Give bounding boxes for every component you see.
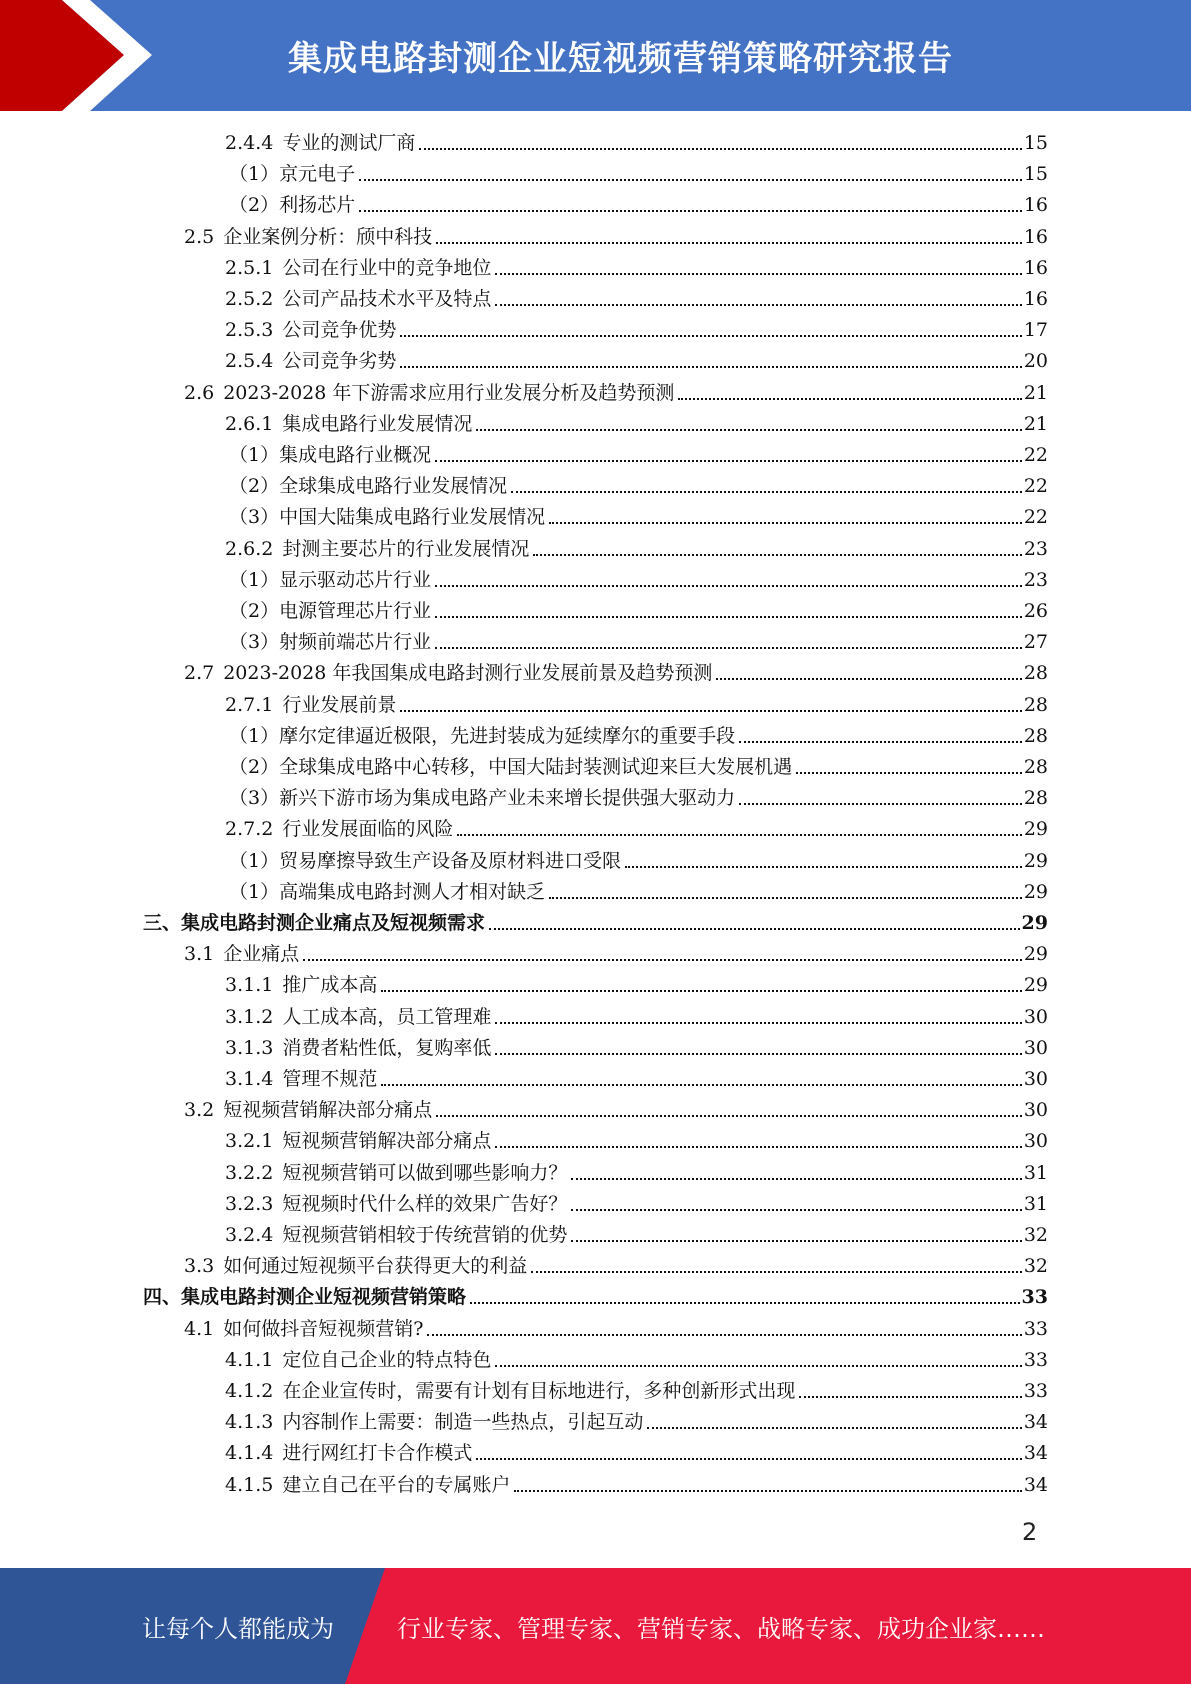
toc-entry-label: 内容制作上需要：制造一些热点，引起互动 <box>282 1411 644 1434</box>
toc-leader-dots <box>419 148 1021 150</box>
toc-entry-number: （3） <box>229 506 280 529</box>
toc-entry-number: （2） <box>229 475 280 498</box>
toc-entry-page: 26 <box>1023 600 1048 622</box>
toc-entry-page: 29 <box>1021 912 1048 934</box>
toc-entry[interactable] <box>225 283 1048 311</box>
toc-entry-number: 2.4.4 <box>225 132 274 154</box>
toc-entry-title <box>229 849 621 873</box>
toc-entry-number: （1） <box>229 444 280 466</box>
toc-entry-number: （1） <box>229 163 280 186</box>
toc-leader-dots <box>303 959 1022 961</box>
toc-entry-page: 23 <box>1023 537 1048 560</box>
toc-entry-title <box>143 911 485 935</box>
toc-leader-dots <box>457 834 1021 836</box>
toc-entry-page: 34 <box>1023 1442 1048 1465</box>
toc-entry[interactable] <box>225 1406 1048 1434</box>
toc-leader-dots <box>495 304 1021 306</box>
toc-entry-label: 公司产品技术水平及特点 <box>282 288 492 310</box>
toc-entry-label: 企业痛点 <box>223 943 300 966</box>
toc-entry[interactable] <box>184 1250 1048 1278</box>
toc-leader-dots <box>678 398 1021 400</box>
toc-entry[interactable] <box>225 1188 1048 1216</box>
toc-entry-number: 2.5.1 <box>225 256 274 279</box>
toc-leader-dots <box>571 1178 1021 1180</box>
toc-entry-number: 3.3 <box>184 1255 215 1278</box>
toc-entry-title <box>184 1098 432 1122</box>
toc-entry[interactable] <box>229 751 1048 779</box>
footer-slogan-left: 让每个人都能成为 <box>142 1614 334 1643</box>
toc-entry-page: 15 <box>1023 163 1048 186</box>
toc-entry-page: 30 <box>1023 1068 1048 1090</box>
toc-leader-dots <box>533 554 1021 556</box>
toc-leader-dots <box>436 242 1022 244</box>
toc-entry-label: 定位自己企业的特点特色 <box>282 1348 492 1371</box>
toc-entry-page: 30 <box>1023 1005 1048 1028</box>
toc-entry-page: 22 <box>1023 475 1048 498</box>
toc-entry[interactable] <box>229 720 1048 748</box>
toc-entry-page: 29 <box>1023 943 1048 966</box>
toc-entry[interactable] <box>184 657 1048 685</box>
toc-entry-page: 33 <box>1023 1380 1048 1402</box>
toc-entry-page: 29 <box>1023 974 1048 997</box>
toc-leader-dots <box>435 460 1022 462</box>
toc-entry-page: 16 <box>1023 194 1048 217</box>
toc-entry-page: 15 <box>1023 132 1048 154</box>
toc-entry-title <box>225 349 396 373</box>
toc-entry-number: （2） <box>229 600 280 622</box>
toc-entry-label: 消费者粘性低，复购率低 <box>282 1036 492 1059</box>
toc-leader-dots <box>495 1146 1021 1148</box>
toc-entry-number: 4.1.3 <box>225 1411 274 1434</box>
toc-entry-page: 31 <box>1023 1192 1048 1215</box>
toc-entry[interactable] <box>143 1281 1048 1309</box>
toc-entry-label: 京元电子 <box>279 163 356 186</box>
toc-entry-label: 三、集成电路封测企业痛点及短视频需求 <box>143 912 486 934</box>
toc-leader-dots <box>489 928 1020 930</box>
toc-leader-dots <box>435 647 1022 649</box>
toc-entry-page: 29 <box>1023 818 1048 841</box>
toc-entry-label: 封测主要芯片的行业发展情况 <box>282 537 530 560</box>
toc-entry-label: 利扬芯片 <box>279 194 356 217</box>
toc-leader-dots <box>514 1490 1021 1492</box>
page-header <box>0 0 1191 111</box>
toc-entry-number: 4.1.4 <box>225 1442 274 1465</box>
toc-leader-dots <box>799 1396 1021 1398</box>
toc-entry-label: 短视频营销解决部分痛点 <box>282 1130 492 1153</box>
toc-leader-dots <box>495 1365 1021 1367</box>
toc-entry-page: 28 <box>1023 756 1048 778</box>
toc-entry[interactable] <box>225 1125 1048 1153</box>
toc-entry-number: （1） <box>229 880 280 903</box>
toc-leader-dots <box>359 179 1022 181</box>
toc-leader-dots <box>647 1427 1021 1429</box>
toc-leader-dots <box>531 1271 1022 1273</box>
toc-leader-dots <box>739 803 1022 805</box>
toc-entry-title <box>225 1036 491 1060</box>
toc-entry-label: 公司竞争优势 <box>282 319 397 342</box>
toc-entry[interactable] <box>229 470 1048 498</box>
toc-entry[interactable] <box>225 1032 1048 1060</box>
toc-entry-page: 34 <box>1023 1411 1048 1434</box>
footer-slogan-right: 行业专家、管理专家、营销专家、战略专家、成功企业家…… <box>397 1614 1045 1643</box>
toc-entry-number: （2） <box>229 756 280 778</box>
toc-entry-page: 31 <box>1023 1161 1048 1184</box>
toc-entry-page: 21 <box>1023 381 1048 404</box>
toc-entry[interactable] <box>225 252 1048 280</box>
toc-entry-title <box>229 505 545 529</box>
toc-entry[interactable] <box>225 345 1048 373</box>
toc-entry[interactable] <box>225 969 1048 997</box>
toc-entry[interactable] <box>225 1469 1048 1497</box>
toc-entry-title <box>229 724 735 748</box>
toc-entry[interactable] <box>225 813 1048 841</box>
toc-entry[interactable] <box>225 1063 1048 1091</box>
toc-entry-label: 管理不规范 <box>282 1068 378 1090</box>
toc-entry-title <box>225 1379 795 1403</box>
toc-entry-page: 27 <box>1023 631 1048 654</box>
toc-entry-label: 全球集成电路中心转移，中国大陆封装测试迎来巨大发展机遇 <box>279 756 793 778</box>
toc-entry-title <box>225 1192 567 1216</box>
toc-leader-dots <box>625 866 1022 868</box>
toc-entry-title <box>184 661 712 685</box>
toc-entry-number: 3.2.2 <box>225 1161 274 1184</box>
toc-entry-title <box>225 1129 491 1153</box>
toc-entry-title <box>225 817 453 841</box>
toc-entry-title <box>225 256 491 280</box>
toc-entry-title <box>229 755 792 779</box>
toc-entry-label: 在企业宣传时，需要有计划有目标地进行，多种创新形式出现 <box>282 1380 796 1402</box>
toc-entry-title <box>229 630 431 654</box>
toc-entry[interactable] <box>143 907 1048 935</box>
toc-entry-label: 中国大陆集成电路行业发展情况 <box>279 506 546 529</box>
toc-entry-number: 2.7.1 <box>225 693 274 716</box>
toc-entry-number: 2.5.3 <box>225 319 274 342</box>
toc-entry-label: 2023-2028 年下游需求应用行业发展分析及趋势预测 <box>223 381 675 404</box>
toc-leader-dots <box>476 1458 1021 1460</box>
toc-entry-page: 34 <box>1023 1473 1048 1496</box>
toc-entry[interactable] <box>229 782 1048 810</box>
page-number: 2 <box>1022 1518 1038 1546</box>
toc-entry-page: 28 <box>1023 662 1048 685</box>
toc-entry-number: 4.1.1 <box>225 1348 274 1371</box>
toc-entry-number: 2.6 <box>184 381 215 404</box>
toc-entry-label: 显示驱动芯片行业 <box>279 568 432 591</box>
toc-entry-number: 2.7 <box>184 662 215 685</box>
toc-entry-title <box>229 474 507 498</box>
toc-entry-label: 短视频营销解决部分痛点 <box>223 1099 433 1122</box>
toc-entry-title <box>225 973 377 997</box>
toc-entry[interactable] <box>229 845 1048 873</box>
toc-entry-label: 人工成本高，员工管理难 <box>282 1005 492 1028</box>
toc-entry-number: 2.5.2 <box>225 288 274 310</box>
toc-entry-title <box>225 318 396 342</box>
toc-entry-title <box>229 880 545 904</box>
toc-entry-title <box>184 942 299 966</box>
toc-entry-title <box>225 1410 643 1434</box>
toc-entry-title <box>225 1473 510 1497</box>
toc-entry-page: 16 <box>1023 256 1048 279</box>
toc-entry-page: 32 <box>1023 1224 1048 1246</box>
toc-entry-number: 2.7.2 <box>225 818 274 841</box>
toc-entry-number: 2.5 <box>184 225 215 248</box>
toc-entry[interactable] <box>225 314 1048 342</box>
toc-entry-label: 公司竞争劣势 <box>282 350 397 373</box>
toc-leader-dots <box>436 1115 1022 1117</box>
toc-entry[interactable] <box>184 221 1048 249</box>
toc-entry-number: 3.2.3 <box>225 1192 274 1215</box>
toc-entry-title <box>225 1161 567 1185</box>
toc-leader-dots <box>381 990 1021 992</box>
toc-entry-number: 3.2.4 <box>225 1224 274 1246</box>
toc-entry-label: 建立自己在平台的专属账户 <box>282 1473 511 1496</box>
toc-entry-number: 3.1.1 <box>225 974 274 997</box>
toc-entry-label: 公司在行业中的竞争地位 <box>282 256 492 279</box>
toc-entry[interactable] <box>184 377 1048 405</box>
toc-entry-number: （3） <box>229 787 280 810</box>
toc-entry-number: 4.1.5 <box>225 1473 274 1496</box>
toc-entry-label: 短视频时代什么样的效果广告好？ <box>282 1192 568 1215</box>
toc-leader-dots <box>476 429 1021 431</box>
toc-entry-title <box>229 193 355 217</box>
toc-entry-number: 3.2 <box>184 1099 215 1122</box>
toc-entry-page: 33 <box>1021 1286 1048 1309</box>
toc-entry-label: 电源管理芯片行业 <box>279 600 432 622</box>
toc-leader-dots <box>400 710 1021 712</box>
toc-entry-label: 推广成本高 <box>282 974 378 997</box>
toc-entry[interactable] <box>229 564 1048 592</box>
toc-entry-number: 4.1.2 <box>225 1380 274 1402</box>
toc-leader-dots <box>470 1302 1020 1304</box>
toc-entry[interactable] <box>225 533 1048 561</box>
toc-leader-dots <box>716 678 1021 680</box>
toc-entry[interactable] <box>229 626 1048 654</box>
toc-entry-label: 全球集成电路行业发展情况 <box>279 475 508 498</box>
toc-entry-number: （1） <box>229 568 280 591</box>
toc-entry-label: 如何通过短视频平台获得更大的利益 <box>223 1255 528 1278</box>
toc-entry-page: 33 <box>1023 1348 1048 1371</box>
toc-entry[interactable] <box>225 1157 1048 1185</box>
toc-entry-label: 摩尔定律逼近极限，先进封装成为延续摩尔的重要手段 <box>279 724 736 747</box>
toc-entry-label: 贸易摩擦导致生产设备及原材料进口受限 <box>279 849 622 872</box>
toc-entry-label: 射频前端芯片行业 <box>279 631 432 654</box>
toc-entry-page: 29 <box>1023 849 1048 872</box>
toc-entry[interactable] <box>225 1219 1048 1247</box>
toc-entry-title <box>143 1285 466 1309</box>
toc-entry-title <box>225 537 529 561</box>
toc-entry[interactable] <box>225 127 1048 155</box>
toc-leader-dots <box>571 1240 1021 1242</box>
toc-entry-number: （1） <box>229 849 280 872</box>
toc-entry-page: 28 <box>1023 693 1048 716</box>
toc-leader-dots <box>359 210 1022 212</box>
toc-entry-page: 22 <box>1023 444 1048 466</box>
toc-leader-dots <box>495 1022 1021 1024</box>
toc-entry-title <box>229 568 431 592</box>
header-chevron-icon <box>0 0 160 111</box>
toc-leader-dots <box>549 522 1022 524</box>
toc-entry-title <box>229 786 735 810</box>
toc-entry[interactable] <box>225 1375 1048 1403</box>
toc-entry[interactable] <box>184 1313 1048 1341</box>
toc-entry-number: （2） <box>229 194 280 217</box>
toc-entry-number: 3.2.1 <box>225 1130 274 1153</box>
toc-entry-label: 新兴下游市场为集成电路产业未来增长提供强大驱动力 <box>279 787 736 810</box>
toc-entry[interactable] <box>229 595 1048 623</box>
toc-entry-label: 短视频营销可以做到哪些影响力？ <box>282 1161 568 1184</box>
toc-entry-page: 16 <box>1023 288 1048 310</box>
toc-entry-number: （1） <box>229 724 280 747</box>
toc-entry-page: 33 <box>1023 1317 1048 1340</box>
toc-entry-title <box>184 381 674 405</box>
toc-entry-title <box>229 443 431 467</box>
toc-leader-dots <box>400 335 1021 337</box>
toc-entry[interactable] <box>229 501 1048 529</box>
toc-entry-number: （3） <box>229 631 280 654</box>
toc-entry[interactable] <box>229 189 1048 217</box>
page-footer <box>0 1568 1191 1684</box>
toc-entry-title <box>225 412 472 436</box>
toc-entry[interactable] <box>225 689 1048 717</box>
toc-entry[interactable] <box>225 1001 1048 1029</box>
toc-entry[interactable] <box>184 1094 1048 1122</box>
toc-entry-number: 3.1.3 <box>225 1036 274 1059</box>
toc-entry[interactable] <box>184 938 1048 966</box>
toc-entry[interactable] <box>225 1344 1048 1372</box>
toc-entry-title <box>225 131 415 155</box>
toc-entry-number: 4.1 <box>184 1317 215 1340</box>
toc-entry-number: 2.6.1 <box>225 412 274 435</box>
toc-entry-title <box>225 1067 377 1091</box>
toc-entry-page: 30 <box>1023 1036 1048 1059</box>
toc-leader-dots <box>381 1084 1021 1086</box>
toc-entry-page: 28 <box>1023 724 1048 747</box>
toc-entry-label: 行业发展前景 <box>282 693 397 716</box>
report-title: 集成电路封测企业短视频营销策略研究报告 <box>288 39 953 79</box>
toc-entry-number: 3.1 <box>184 943 215 966</box>
toc-entry-label: 短视频营销相较于传统营销的优势 <box>282 1224 568 1246</box>
toc-entry-title <box>225 287 491 311</box>
toc-entry[interactable] <box>225 1437 1048 1465</box>
toc-entry-page: 23 <box>1023 568 1048 591</box>
toc-leader-dots <box>427 1334 1021 1336</box>
toc-entry-title <box>225 1348 491 1372</box>
toc-entry-label: 进行网红打卡合作模式 <box>282 1442 473 1465</box>
toc-leader-dots <box>435 585 1022 587</box>
toc-entry-page: 21 <box>1023 412 1048 435</box>
toc-leader-dots <box>400 366 1021 368</box>
toc-entry[interactable] <box>229 439 1048 467</box>
toc-entry-title <box>225 693 396 717</box>
toc-leader-dots <box>435 616 1022 618</box>
toc-entry-number: 2.5.4 <box>225 350 274 373</box>
toc-entry-title <box>225 1223 567 1247</box>
toc-entry-label: 集成电路行业概况 <box>279 444 432 466</box>
toc-entry-page: 17 <box>1023 319 1048 342</box>
toc-leader-dots <box>495 273 1021 275</box>
toc-entry-label: 企业案例分析：颀中科技 <box>223 225 433 248</box>
toc-entry[interactable] <box>225 408 1048 436</box>
toc-entry-label: 2023-2028 年我国集成电路封测行业发展前景及趋势预测 <box>223 662 713 685</box>
toc-entry-label: 行业发展面临的风险 <box>282 818 454 841</box>
toc-entry-title <box>184 225 432 249</box>
toc-entry-page: 28 <box>1023 787 1048 810</box>
toc-entry-number: 3.1.2 <box>225 1005 274 1028</box>
toc-leader-dots <box>511 491 1022 493</box>
toc-leader-dots <box>495 1053 1021 1055</box>
toc-entry-label: 四、集成电路封测企业短视频营销策略 <box>143 1286 467 1309</box>
toc-entry-page: 30 <box>1023 1099 1048 1122</box>
toc-entry-page: 32 <box>1023 1255 1048 1278</box>
toc-entry-page: 16 <box>1023 225 1048 248</box>
toc-entry-label: 如何做抖音短视频营销? <box>223 1317 424 1340</box>
toc-entry-number: 2.6.2 <box>225 537 274 560</box>
toc-entry-title <box>225 1005 491 1029</box>
toc-entry-label: 高端集成电路封测人才相对缺乏 <box>279 880 546 903</box>
toc-entry-number: 3.1.4 <box>225 1068 274 1090</box>
toc-entry-label: 专业的测试厂商 <box>282 132 416 154</box>
toc-entry[interactable] <box>229 158 1048 186</box>
toc-entry-label: 集成电路行业发展情况 <box>282 412 473 435</box>
toc-entry-page: 22 <box>1023 506 1048 529</box>
toc-entry-page: 30 <box>1023 1130 1048 1153</box>
toc-entry-title <box>184 1254 527 1278</box>
toc-entry-title <box>184 1317 423 1341</box>
toc-entry-page: 20 <box>1023 350 1048 373</box>
toc-leader-dots <box>571 1209 1021 1211</box>
toc-leader-dots <box>796 772 1022 774</box>
toc-entry-title <box>225 1441 472 1465</box>
toc-entry-title <box>229 162 355 186</box>
toc-leader-dots <box>549 897 1022 899</box>
toc-entry-title <box>229 599 431 623</box>
toc-leader-dots <box>739 741 1022 743</box>
toc-entry[interactable] <box>229 876 1048 904</box>
toc-entry-page: 29 <box>1023 880 1048 903</box>
